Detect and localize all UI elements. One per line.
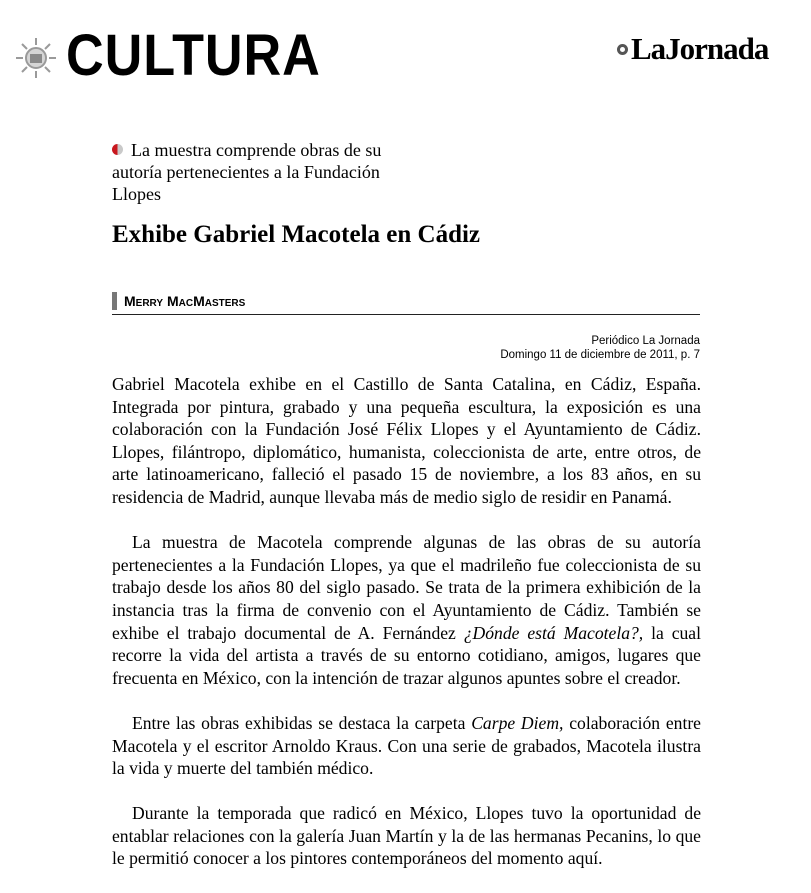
paragraph	[112, 531, 701, 689]
byline	[112, 292, 700, 315]
portfolio-title: Carpe Diem,	[471, 712, 564, 733]
paragraph: Durante la temporada que radicó en México, Llopes tuvo la oportunidad de entablar relaciones con la galería Juan Martín y la de las hermanas Pecanins, lo que le permitió conocer a los pintores contemporáneos del momento aquí.	[112, 803, 701, 869]
bullet-icon	[112, 144, 123, 155]
paragraph	[112, 712, 701, 780]
paragraph: Gabriel Macotela exhibe en el Castillo de Santa Catalina, en Cádiz, España. Integrada por pintura, grabado y una pequeña escultura, la exposición es una colaboración con la Fundación José Félix Llopes y el Ayuntamiento de Cádiz. Llopes, filántropo, diplomático, humanista, coleccionista de arte, entre otros, de arte latinoamericano, falleció el pasado 15 de noviembre, a los 83 años, en su residencia de Madrid, aunque llevaba más de medio siglo de residir en Panamá.	[112, 374, 701, 507]
byline-bar	[112, 292, 117, 310]
article-summary	[112, 139, 432, 205]
masthead-name: LaJornada	[631, 31, 769, 66]
dot-icon	[617, 44, 628, 55]
paragraph-text: Entre las obras exhibidas se destaca la carpeta	[132, 712, 472, 733]
sun-emblem-icon	[14, 36, 58, 80]
paragraph-text: la cual recorre la vida del artista a través de su entorno cotidiano, amigos, lugares que frecuenta en México, con la intención de trazar algunos apuntes sobre el creador.	[112, 622, 701, 688]
paragraph-text: colaboración entre Macotela y el escritor Arnoldo Kraus. Con una serie de grabados, Macotela ilustra la vida y muerte del también médico.	[112, 712, 701, 779]
section-title: CULTURA	[66, 23, 321, 88]
source-info	[500, 334, 700, 362]
paragraph-text: La muestra de Macotela comprende algunas de las obras de su autoría pertenecientes a la Fundación Llopes, ya que el madrileño fue coleccionista de su trabajo desde los años 80 del siglo pasado. Se trata de la primera exhibición de la instancia tras la firma de convenio con el Ayuntamiento de Cádiz. También se exhibe el trabajo documental de A. Fernández	[112, 532, 701, 643]
summary-text: La muestra comprende obras de su autoría pertenecientes a la Fundación Llopes	[112, 140, 382, 204]
article-body	[112, 373, 701, 893]
source-date: Domingo 11 de diciembre de 2011, p. 7	[500, 349, 700, 361]
author-name: Merry MacMasters	[124, 293, 246, 309]
source-publication: Periódico La Jornada	[591, 335, 700, 347]
documentary-title: ¿Dónde está Macotela?,	[463, 622, 644, 643]
article-headline: Exhibe Gabriel Macotela en Cádiz	[112, 221, 481, 248]
